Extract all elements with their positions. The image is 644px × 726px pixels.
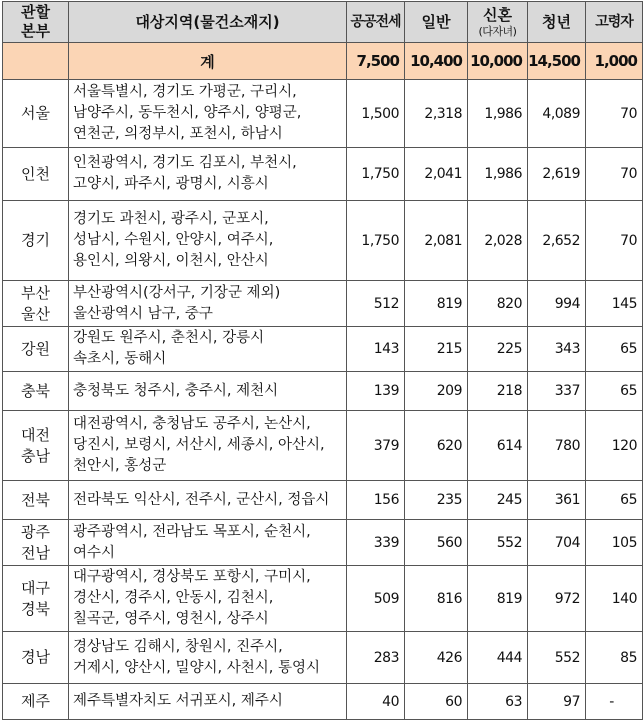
newlywed-count: 245 bbox=[468, 481, 528, 520]
newlywed-count: 218 bbox=[468, 372, 528, 411]
region-line: 경기도 과천시, 광주시, 군포시, bbox=[73, 211, 269, 227]
region-line: 강원도 원주시, 춘천시, 강릉시 bbox=[73, 330, 265, 346]
region-line: 연천군, 의정부시, 포천시, 하남시 bbox=[73, 126, 283, 142]
general-count: 235 bbox=[405, 481, 468, 520]
total-blank-cell bbox=[3, 43, 69, 80]
public-count: 143 bbox=[347, 327, 405, 372]
region-line: 대전광역시, 충청남도 공주시, 논산시, bbox=[73, 416, 311, 432]
hq-cell bbox=[3, 372, 69, 411]
table-row bbox=[3, 372, 643, 411]
youth-count: 2,652 bbox=[528, 201, 586, 281]
hq-cell bbox=[3, 148, 69, 201]
hq-name: 서울 bbox=[21, 104, 50, 122]
hq-name: 강원 bbox=[21, 339, 50, 358]
elderly-count: 65 bbox=[586, 327, 643, 372]
region-line: 제주특별자치도 서귀포시, 제주시 bbox=[73, 693, 283, 709]
header-newlywed bbox=[468, 2, 528, 43]
general-count: 2,318 bbox=[405, 80, 468, 148]
elderly-count: - bbox=[586, 684, 643, 720]
table-row bbox=[3, 201, 643, 281]
region-line: 서울특별시, 경기도 가평군, 구리시, bbox=[73, 84, 297, 100]
youth-count: 552 bbox=[528, 632, 586, 684]
region-cell bbox=[69, 281, 347, 327]
hq-name: 부산 bbox=[21, 283, 50, 302]
public-count: 1,750 bbox=[347, 201, 405, 281]
region-line: 천안시, 홍성군 bbox=[73, 458, 167, 474]
header-youth: 청년 bbox=[528, 2, 586, 43]
hq-name: 경기 bbox=[21, 231, 50, 249]
youth-count: 780 bbox=[528, 411, 586, 481]
general-count: 215 bbox=[405, 327, 468, 372]
newlywed-count: 552 bbox=[468, 520, 528, 566]
total-youth: 14,500 bbox=[528, 43, 586, 80]
elderly-count: 70 bbox=[586, 80, 643, 148]
table-row bbox=[3, 80, 643, 148]
hq-cell bbox=[3, 80, 69, 148]
region-cell bbox=[69, 201, 347, 281]
youth-count: 337 bbox=[528, 372, 586, 411]
table-row bbox=[3, 481, 643, 520]
table-row bbox=[3, 566, 643, 632]
elderly-count: 65 bbox=[586, 372, 643, 411]
region-line: 성남시, 수원시, 안양시, 여주시, bbox=[73, 232, 274, 248]
region-cell bbox=[69, 411, 347, 481]
header-hq-line: 관할 bbox=[21, 3, 50, 21]
hq-name: 충북 bbox=[21, 381, 50, 400]
newlywed-count: 1,986 bbox=[468, 148, 528, 201]
general-count: 620 bbox=[405, 411, 468, 481]
youth-count: 972 bbox=[528, 566, 586, 632]
elderly-count: 120 bbox=[586, 411, 643, 481]
region-line: 전라북도 익산시, 전주시, 군산시, 정읍시 bbox=[73, 491, 330, 508]
region-line: 칠곡군, 영주시, 영천시, 상주시 bbox=[73, 611, 269, 627]
region-line: 여수시 bbox=[73, 544, 116, 561]
region-cell bbox=[69, 327, 347, 372]
hq-name: 제주 bbox=[21, 692, 50, 710]
general-count: 209 bbox=[405, 372, 468, 411]
header-newlywed-label: 신혼 bbox=[483, 6, 512, 24]
general-count: 560 bbox=[405, 520, 468, 566]
hq-name: 광주 bbox=[21, 522, 50, 541]
youth-count: 343 bbox=[528, 327, 586, 372]
total-public: 7,500 bbox=[347, 43, 405, 80]
hq-cell bbox=[3, 566, 69, 632]
hq-cell bbox=[3, 520, 69, 566]
region-line: 인천광역시, 경기도 김포시, 부천시, bbox=[73, 155, 297, 171]
newlywed-count: 614 bbox=[468, 411, 528, 481]
public-count: 509 bbox=[347, 566, 405, 632]
total-general: 10,400 bbox=[405, 43, 468, 80]
youth-count: 2,619 bbox=[528, 148, 586, 201]
table-row bbox=[3, 520, 643, 566]
newlywed-count: 820 bbox=[468, 281, 528, 327]
hq-cell bbox=[3, 632, 69, 684]
public-count: 512 bbox=[347, 281, 405, 327]
public-count: 40 bbox=[347, 684, 405, 720]
region-line: 거제시, 양산시, 밀양시, 사천시, 통영시 bbox=[73, 659, 320, 676]
general-count: 819 bbox=[405, 281, 468, 327]
elderly-count: 105 bbox=[586, 520, 643, 566]
header-row bbox=[3, 2, 643, 43]
region-line: 충청북도 청주시, 충주시, 제천시 bbox=[73, 382, 279, 399]
region-cell bbox=[69, 566, 347, 632]
region-cell bbox=[69, 372, 347, 411]
region-line: 광주광역시, 전라남도 목포시, 순천시, bbox=[73, 523, 311, 540]
region-line: 남양주시, 동두천시, 양주시, 양평군, bbox=[73, 105, 302, 121]
total-newlywed: 10,000 bbox=[468, 43, 528, 80]
region-line: 부산광역시(강서구, 기장군 제외) bbox=[73, 284, 281, 301]
region-cell bbox=[69, 520, 347, 566]
general-count: 60 bbox=[405, 684, 468, 720]
elderly-count: 70 bbox=[586, 201, 643, 281]
hq-cell bbox=[3, 481, 69, 520]
youth-count: 4,089 bbox=[528, 80, 586, 148]
newlywed-count: 225 bbox=[468, 327, 528, 372]
hq-name: 경북 bbox=[21, 599, 50, 618]
total-elderly: 1,000 bbox=[586, 43, 643, 80]
region-cell bbox=[69, 632, 347, 684]
hq-name: 대전 bbox=[21, 425, 50, 444]
youth-count: 97 bbox=[528, 684, 586, 720]
hq-name: 전남 bbox=[21, 543, 50, 562]
elderly-count: 140 bbox=[586, 566, 643, 632]
header-public-jeonse: 공공전세 bbox=[347, 2, 405, 43]
header-elderly: 고령자 bbox=[586, 2, 643, 43]
elderly-count: 85 bbox=[586, 632, 643, 684]
table-row bbox=[3, 684, 643, 720]
newlywed-count: 1,986 bbox=[468, 80, 528, 148]
region-cell bbox=[69, 481, 347, 520]
table-row bbox=[3, 281, 643, 327]
public-count: 156 bbox=[347, 481, 405, 520]
header-region: 대상지역(물건소재지) bbox=[69, 2, 347, 43]
hq-name: 대구 bbox=[21, 578, 50, 597]
region-line: 울산광역시 남구, 중구 bbox=[73, 305, 213, 322]
hq-cell bbox=[3, 411, 69, 481]
youth-count: 994 bbox=[528, 281, 586, 327]
header-general: 일반 bbox=[405, 2, 468, 43]
table-row bbox=[3, 632, 643, 684]
region-line: 용인시, 의왕시, 이천시, 안산시 bbox=[73, 253, 269, 269]
public-count: 379 bbox=[347, 411, 405, 481]
table-row bbox=[3, 148, 643, 201]
public-count: 339 bbox=[347, 520, 405, 566]
general-count: 2,041 bbox=[405, 148, 468, 201]
public-count: 1,750 bbox=[347, 148, 405, 201]
housing-allocation-table bbox=[2, 1, 643, 720]
region-line: 당진시, 보령시, 서산시, 세종시, 아산시, bbox=[73, 437, 325, 453]
region-cell bbox=[69, 148, 347, 201]
general-count: 2,081 bbox=[405, 201, 468, 281]
hq-cell bbox=[3, 281, 69, 327]
general-count: 426 bbox=[405, 632, 468, 684]
newlywed-count: 2,028 bbox=[468, 201, 528, 281]
header-newlywed-sub: (다자녀) bbox=[478, 25, 517, 38]
table-row bbox=[3, 327, 643, 372]
region-line: 경산시, 경주시, 안동시, 김천시, bbox=[73, 590, 274, 606]
hq-name: 전북 bbox=[21, 490, 50, 509]
hq-name: 인천 bbox=[21, 164, 50, 183]
public-count: 1,500 bbox=[347, 80, 405, 148]
hq-cell bbox=[3, 684, 69, 720]
newlywed-count: 819 bbox=[468, 566, 528, 632]
youth-count: 361 bbox=[528, 481, 586, 520]
newlywed-count: 444 bbox=[468, 632, 528, 684]
hq-name: 경남 bbox=[21, 648, 50, 666]
total-label: 계 bbox=[69, 43, 347, 80]
hq-cell bbox=[3, 327, 69, 372]
region-line: 고양시, 파주시, 광명시, 시흥시 bbox=[73, 176, 269, 192]
total-row bbox=[3, 43, 643, 80]
region-line: 속초시, 동해시 bbox=[73, 351, 167, 367]
public-count: 283 bbox=[347, 632, 405, 684]
header-hq bbox=[3, 2, 69, 43]
hq-name: 울산 bbox=[21, 304, 50, 323]
public-count: 139 bbox=[347, 372, 405, 411]
elderly-count: 65 bbox=[586, 481, 643, 520]
elderly-count: 70 bbox=[586, 148, 643, 201]
region-line: 경상남도 김해시, 창원시, 진주시, bbox=[73, 638, 283, 655]
hq-name: 충남 bbox=[21, 446, 50, 465]
hq-cell bbox=[3, 201, 69, 281]
newlywed-count: 63 bbox=[468, 684, 528, 720]
region-line: 대구광역시, 경상북도 포항시, 구미시, bbox=[73, 569, 311, 585]
youth-count: 704 bbox=[528, 520, 586, 566]
general-count: 816 bbox=[405, 566, 468, 632]
elderly-count: 145 bbox=[586, 281, 643, 327]
region-cell bbox=[69, 80, 347, 148]
header-hq-line: 본부 bbox=[21, 22, 50, 40]
table-row bbox=[3, 411, 643, 481]
region-cell bbox=[69, 684, 347, 720]
